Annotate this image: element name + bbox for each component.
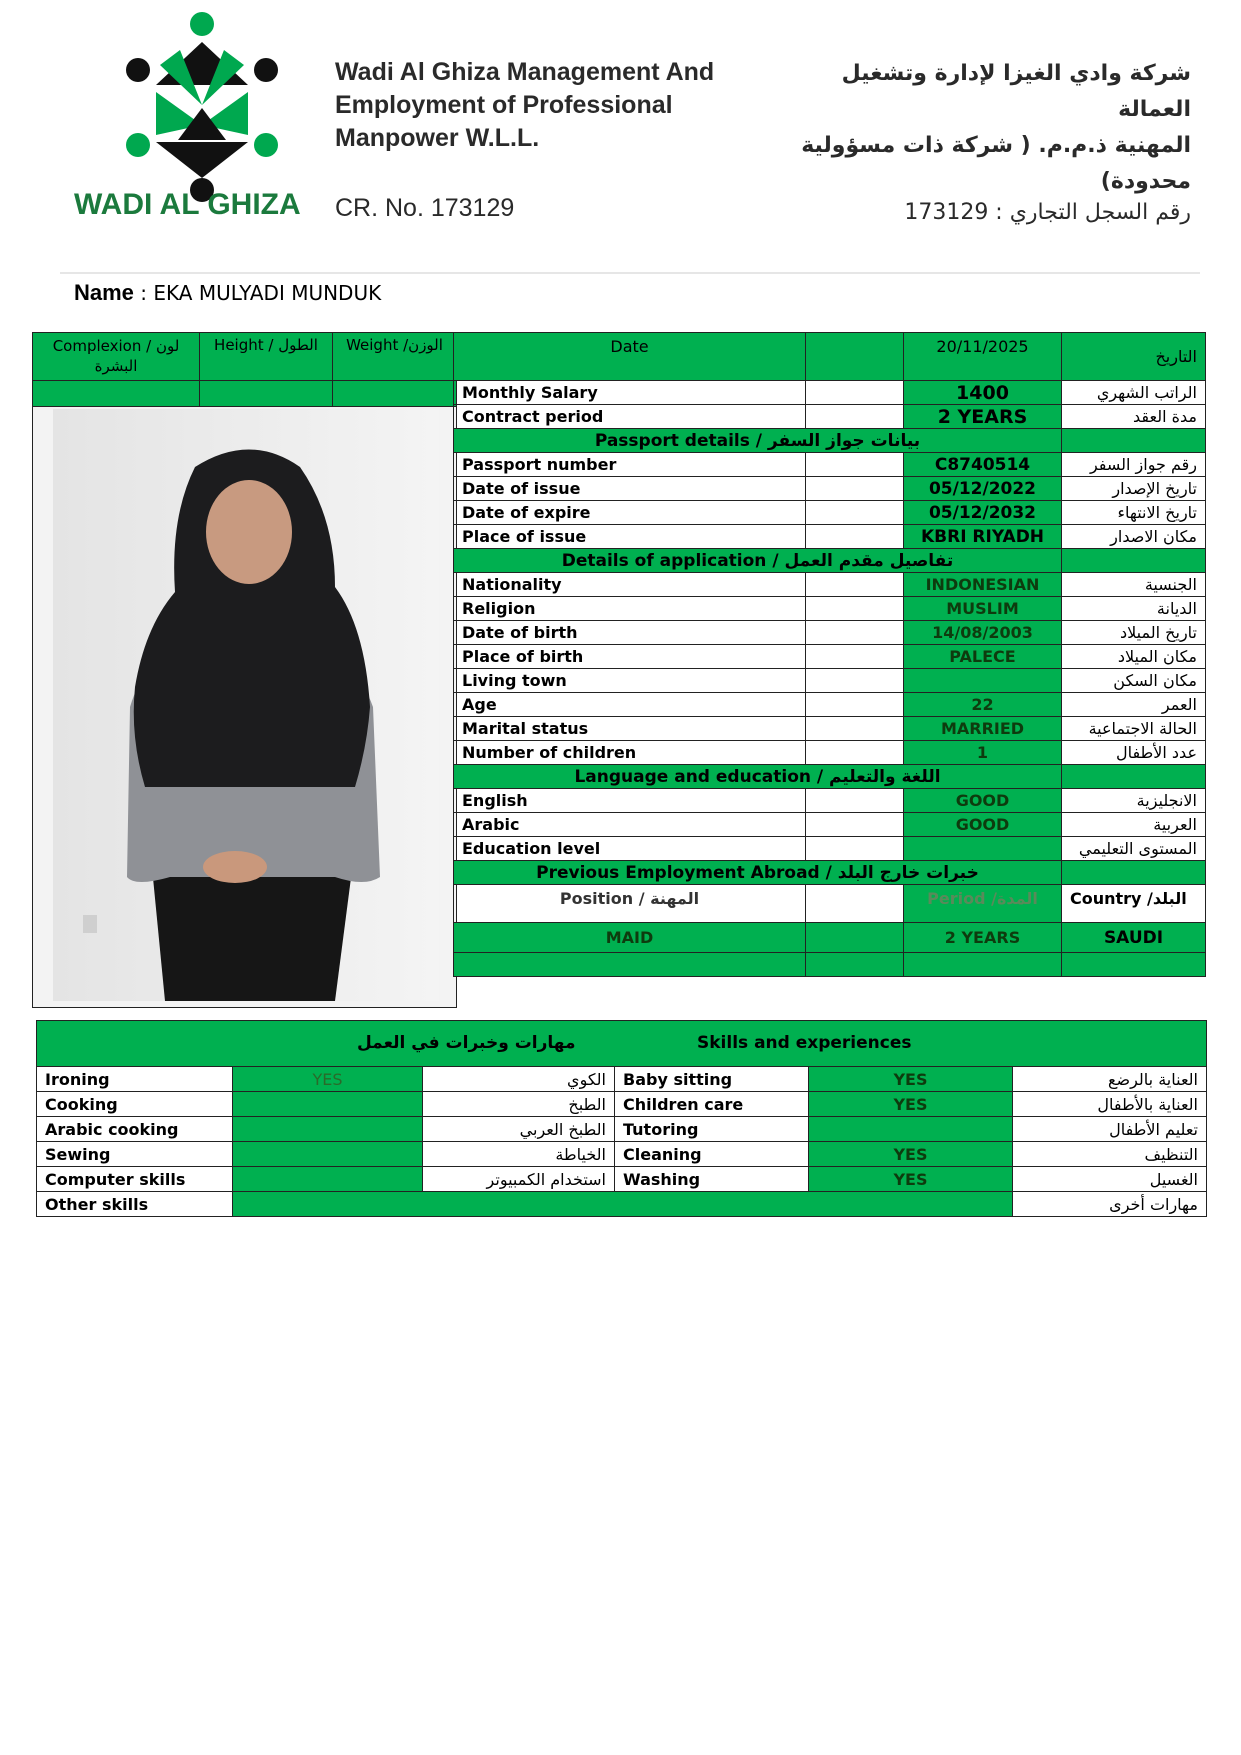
passport-number-label-ar: رقم جواز السفر — [1062, 453, 1206, 477]
weight-label: Weight /الوزن — [333, 333, 457, 381]
contract-spacer — [806, 405, 904, 429]
place-of-issue-label: Place of issue — [454, 525, 806, 549]
company-name-ar — [771, 56, 1191, 200]
marital-status-label-ar: الحالة الاجتماعية — [1062, 717, 1206, 741]
place-of-birth-spacer — [806, 645, 904, 669]
english-label-ar: الانجليزية — [1062, 789, 1206, 813]
sewing-value — [233, 1142, 423, 1167]
english-row — [454, 789, 1206, 813]
tutoring-value — [809, 1117, 1013, 1142]
date-label: Date — [454, 333, 806, 381]
position-label: Position / المهنة — [454, 885, 806, 923]
skills-header — [37, 1021, 1207, 1067]
age-spacer — [806, 693, 904, 717]
ironing-value: YES — [233, 1067, 423, 1092]
skills-row — [37, 1092, 1207, 1117]
place-of-birth-label-ar: مكان الميلاد — [1062, 645, 1206, 669]
date-of-issue-spacer — [806, 477, 904, 501]
skills-row — [37, 1067, 1207, 1092]
ironing-label-ar: الكوي — [423, 1067, 615, 1092]
date-of-birth-label: Date of birth — [454, 621, 806, 645]
baby-sitting-value: YES — [809, 1067, 1013, 1092]
empty-cell-2 — [806, 953, 904, 977]
date-of-issue-label-ar: تاريخ الإصدار — [1062, 477, 1206, 501]
application-header: Details of application / تفاصيل مقدم العمل — [454, 549, 1062, 573]
empty-cell-4 — [1062, 953, 1206, 977]
place-of-issue-value: KBRI RIYADH — [904, 525, 1062, 549]
age-value: 22 — [904, 693, 1062, 717]
arabic-cooking-label: Arabic cooking — [37, 1117, 233, 1142]
physical-values-row — [33, 381, 457, 407]
arabic-value: GOOD — [904, 813, 1062, 837]
name-value: : EKA MULYADI MUNDUK — [140, 281, 382, 305]
ironing-label: Ironing — [37, 1067, 233, 1092]
company-name-en — [335, 56, 714, 155]
name-label: Name — [74, 280, 134, 305]
nationality-value: INDONESIAN — [904, 573, 1062, 597]
children-label-ar: عدد الأطفال — [1062, 741, 1206, 765]
cr-number-ar: رقم السجل التجاري : 173129 — [904, 200, 1191, 225]
employment-header-spacer — [1062, 861, 1206, 885]
computer-skills-value — [233, 1167, 423, 1192]
salary-row — [454, 381, 1206, 405]
skills-header-row — [37, 1021, 1207, 1067]
language-header-spacer — [1062, 765, 1206, 789]
employment-labels-spacer — [806, 885, 904, 923]
date-of-expire-label-ar: تاريخ الانتهاء — [1062, 501, 1206, 525]
contract-row — [454, 405, 1206, 429]
cooking-label: Cooking — [37, 1092, 233, 1117]
date-of-birth-label-ar: تاريخ الميلاد — [1062, 621, 1206, 645]
education-label-ar: المستوى التعليمي — [1062, 837, 1206, 861]
period-label: Period /المدة — [904, 885, 1062, 923]
date-of-expire-spacer — [806, 501, 904, 525]
country-label: Country /البلد — [1062, 885, 1206, 923]
cleaning-label: Cleaning — [615, 1142, 809, 1167]
children-label: Number of children — [454, 741, 806, 765]
sewing-label: Sewing — [37, 1142, 233, 1167]
children-care-label: Children care — [615, 1092, 809, 1117]
other-skills-label: Other skills — [37, 1192, 233, 1217]
sewing-label-ar: الخياطة — [423, 1142, 615, 1167]
children-row — [454, 741, 1206, 765]
employment-section-row — [454, 861, 1206, 885]
salary-label-ar: الراتب الشهري — [1062, 381, 1206, 405]
washing-value: YES — [809, 1167, 1013, 1192]
application-section-row — [454, 549, 1206, 573]
date-row — [454, 333, 1206, 381]
country-value: SAUDI — [1062, 923, 1206, 953]
children-care-label-ar: العناية بالأطفال — [1013, 1092, 1207, 1117]
nationality-spacer — [806, 573, 904, 597]
complexion-value — [33, 381, 200, 407]
education-label: Education level — [454, 837, 806, 861]
nationality-row — [454, 573, 1206, 597]
date-label-ar: التاريخ — [1062, 333, 1206, 381]
language-section-row — [454, 765, 1206, 789]
cleaning-value: YES — [809, 1142, 1013, 1167]
contract-label-ar: مدة العقد — [1062, 405, 1206, 429]
other-skills-label-ar: مهارات أخرى — [1013, 1192, 1207, 1217]
washing-label: Washing — [615, 1167, 809, 1192]
company-name-en-line2: Employment of Professional — [335, 91, 673, 119]
physical-photo-panel — [32, 332, 457, 1008]
arabic-label: Arabic — [454, 813, 806, 837]
living-town-label-ar: مكان السكن — [1062, 669, 1206, 693]
place-of-birth-label: Place of birth — [454, 645, 806, 669]
height-value — [200, 381, 333, 407]
date-of-expire-value: 05/12/2032 — [904, 501, 1062, 525]
passport-number-row — [454, 453, 1206, 477]
cleaning-label-ar: التنظيف — [1013, 1142, 1207, 1167]
salary-value: 1400 — [904, 381, 1062, 405]
computer-skills-label: Computer skills — [37, 1167, 233, 1192]
children-value: 1 — [904, 741, 1062, 765]
living-town-label: Living town — [454, 669, 806, 693]
height-label: Height / الطول — [200, 333, 333, 381]
contract-label: Contract period — [454, 405, 806, 429]
employment-labels-row — [454, 885, 1206, 923]
date-of-issue-value: 05/12/2022 — [904, 477, 1062, 501]
company-name-en-line1: Wadi Al Ghiza Management And — [335, 58, 715, 86]
empty-cell-1 — [454, 953, 806, 977]
employment-values-spacer — [806, 923, 904, 953]
language-header: Language and education / اللغة والتعليم — [454, 765, 1062, 789]
passport-number-value: C8740514 — [904, 453, 1062, 477]
date-of-birth-spacer — [806, 621, 904, 645]
place-of-issue-row — [454, 525, 1206, 549]
english-spacer — [806, 789, 904, 813]
applicant-photo-icon — [35, 407, 455, 1003]
place-of-birth-row — [454, 645, 1206, 669]
age-row — [454, 693, 1206, 717]
arabic-row — [454, 813, 1206, 837]
company-name-ar-line2: المهنية ذ.م.م. ( شركة ذات مسؤولية — [801, 133, 1191, 158]
place-of-issue-label-ar: مكان الاصدار — [1062, 525, 1206, 549]
company-name-en-line3: Manpower W.L.L. — [335, 124, 540, 152]
employment-values-row — [454, 923, 1206, 953]
cr-number-en: CR. No. 173129 — [335, 194, 515, 222]
living-town-value — [904, 669, 1062, 693]
other-skills-value — [233, 1192, 1013, 1217]
tutoring-label: Tutoring — [615, 1117, 809, 1142]
children-care-value: YES — [809, 1092, 1013, 1117]
baby-sitting-label: Baby sitting — [615, 1067, 809, 1092]
place-of-issue-spacer — [806, 525, 904, 549]
applicant-name-row — [74, 280, 381, 306]
arabic-label-ar: العربية — [1062, 813, 1206, 837]
company-name-ar-line3: محدودة) — [1100, 169, 1191, 194]
employment-empty-row — [454, 953, 1206, 977]
date-of-birth-row — [454, 621, 1206, 645]
contract-value: 2 YEARS — [904, 405, 1062, 429]
arabic-spacer — [806, 813, 904, 837]
photo-cell — [33, 407, 457, 1008]
arabic-cooking-label-ar: الطبخ العربي — [423, 1117, 615, 1142]
skills-table — [36, 1020, 1207, 1217]
passport-number-label: Passport number — [454, 453, 806, 477]
company-logo — [60, 10, 330, 250]
living-town-spacer — [806, 669, 904, 693]
header-divider — [60, 272, 1200, 274]
computer-skills-label-ar: استخدام الكمبيوتر — [423, 1167, 615, 1192]
marital-status-spacer — [806, 717, 904, 741]
baby-sitting-label-ar: العناية بالرضع — [1013, 1067, 1207, 1092]
tutoring-label-ar: تعليم الأطفال — [1013, 1117, 1207, 1142]
skills-header-en: Skills and experiences — [697, 1033, 912, 1053]
skills-row — [37, 1117, 1207, 1142]
religion-row — [454, 597, 1206, 621]
arabic-cooking-value — [233, 1117, 423, 1142]
english-label: English — [454, 789, 806, 813]
skills-row — [37, 1142, 1207, 1167]
living-town-row — [454, 669, 1206, 693]
other-skills-row — [37, 1192, 1207, 1217]
education-row — [454, 837, 1206, 861]
washing-label-ar: الغسيل — [1013, 1167, 1207, 1192]
date-of-birth-value: 14/08/2003 — [904, 621, 1062, 645]
passport-number-spacer — [806, 453, 904, 477]
date-value: 20/11/2025 — [904, 333, 1062, 381]
salary-spacer — [806, 381, 904, 405]
position-value: MAID — [454, 923, 806, 953]
skills-header-ar: مهارات وخبرات في العمل — [357, 1033, 576, 1053]
education-value — [904, 837, 1062, 861]
marital-status-label: Marital status — [454, 717, 806, 741]
nationality-label-ar: الجنسية — [1062, 573, 1206, 597]
age-label-ar: العمر — [1062, 693, 1206, 717]
physical-header-row — [33, 333, 457, 381]
date-of-expire-row — [454, 501, 1206, 525]
date-of-expire-label: Date of expire — [454, 501, 806, 525]
education-spacer — [806, 837, 904, 861]
religion-label-ar: الديانة — [1062, 597, 1206, 621]
age-label: Age — [454, 693, 806, 717]
application-header-spacer — [1062, 549, 1206, 573]
religion-value: MUSLIM — [904, 597, 1062, 621]
date-spacer — [806, 333, 904, 381]
logo-text: WADI AL GHIZA — [74, 188, 301, 221]
cooking-label-ar: الطبخ — [423, 1092, 615, 1117]
date-of-issue-row — [454, 477, 1206, 501]
place-of-birth-value: PALECE — [904, 645, 1062, 669]
salary-label: Monthly Salary — [454, 381, 806, 405]
children-spacer — [806, 741, 904, 765]
empty-cell-3 — [904, 953, 1062, 977]
period-value: 2 YEARS — [904, 923, 1062, 953]
details-table — [453, 332, 1206, 977]
skills-row — [37, 1167, 1207, 1192]
religion-label: Religion — [454, 597, 806, 621]
cooking-value — [233, 1092, 423, 1117]
passport-header-spacer — [1062, 429, 1206, 453]
marital-status-value: MARRIED — [904, 717, 1062, 741]
weight-value — [333, 381, 457, 407]
company-name-ar-line1: شركة وادي الغيزا لإدارة وتشغيل العمالة — [841, 61, 1191, 122]
english-value: GOOD — [904, 789, 1062, 813]
employment-header: Previous Employment Abroad / خبرات خارج البلد — [454, 861, 1062, 885]
nationality-label: Nationality — [454, 573, 806, 597]
complexion-label: Complexion / لون البشرة — [33, 333, 200, 381]
passport-header: Passport details / بيانات جواز السفر — [454, 429, 1062, 453]
marital-status-row — [454, 717, 1206, 741]
passport-section-row — [454, 429, 1206, 453]
religion-spacer — [806, 597, 904, 621]
date-of-issue-label: Date of issue — [454, 477, 806, 501]
